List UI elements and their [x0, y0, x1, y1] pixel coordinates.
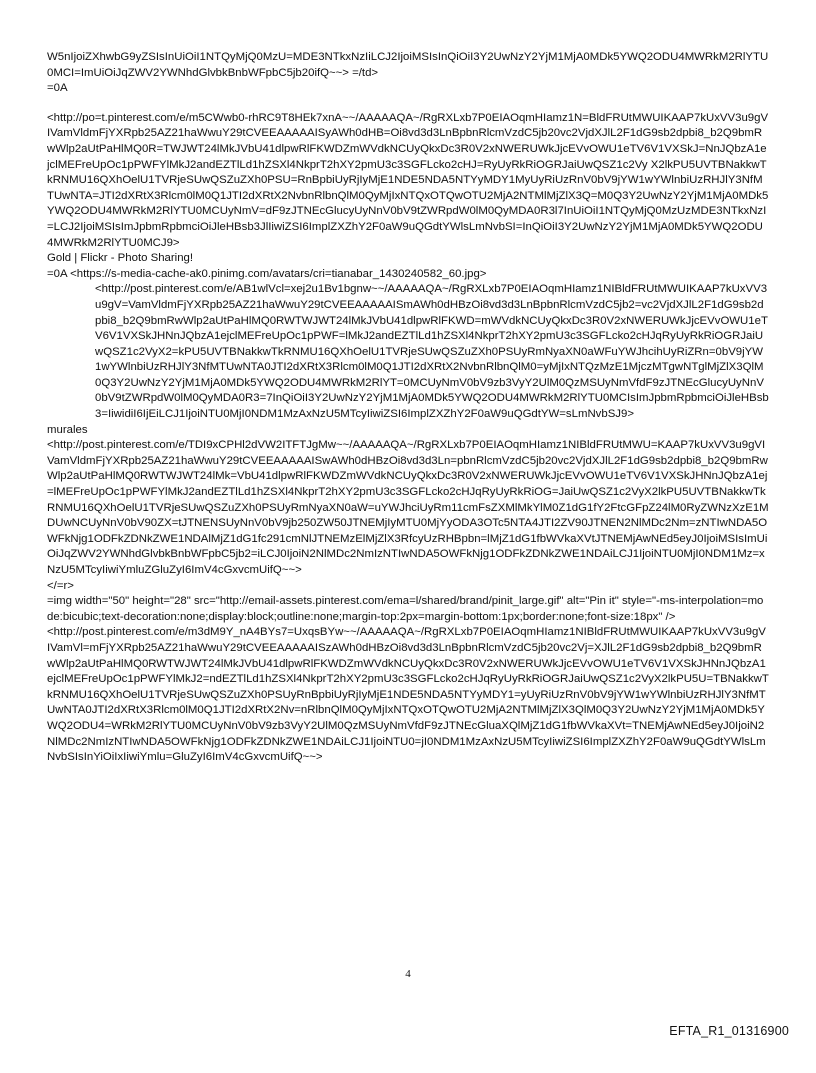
document-body	[47, 50, 769, 766]
page-number: 4	[405, 968, 411, 980]
paragraph-gap	[47, 97, 769, 111]
bates-number: EFTA_R1_01316900	[669, 1024, 789, 1038]
text-block-murales-and-pinit: murales <http://post.pinterest.com/e/TDI9xCPHl2dVW2ITFTJgMw~~/AAAAAQA~/RgRXLxb7P0EIAOqmHIamz1NIBldFRUtMWU=KAAP7kUxVV3u9gVIVamVldmFjYXRpb25AZ21haWwuY29tCVEEAAAAAISwAWh0dHBzOi8vd3d3Ln=pbnRlcmVzdC5jb20vc2VjdXJlL2F1dG9sb2dpbi8_b2Q9bmRwWlp2aUtPaHlMQ0RWTWJWT24lMk=VbU41dlpwRlFKWDZmWVdkNCUyQkxDc3R0V2xNWERUWkJjcEVvOWU1eTV6V1VXSkJHNnJQbzA1ej=lMEFreUpOc1pPWFYlMkJ2andEZTlLd1hZSXl4NkprT2hXY2pmU3c3SGFLcko2cHJqRyUyRkRiOG=JaiUwQSZ1c2VyX2lkPU5UVTBNakkwTkRNMU16QXhOelU1TVRjeSUwQSZuZXh0PSUyRmNyaXN0aW=uYWJhciUyRm11cmFsZXMlMkYlM0Z1dG1fY2FtcGFpZ24lM0RyZWNzXzE1MDUwNCUyNnV0bV90ZX=tJTNENSUyNnV0bV9jb250ZW50JTNEMjIyMTU0MjYyODA3OTc5NTA4JTI2ZV90JTNEN2NlMDc2Nm=zNTIwNDA5OWFkNjg1ODFkZDNkZWE1NDAlMjZ1dG1fc291cmNlJTNEMzElMjZlX3RfcyUzRHBpbn=lMjZ1dG1fbWVkaXVtJTNEMjAwNEd5eyJ0IjoiMSIsImUiOiJqZWV2YWNhdGlvbkBnbWFpbC5jb2=iLCJ0IjoiN2NlMDc2NmIzNTIwNDA5OWFkNjg1ODFkZDNkZWE1NDAiLCJ1IjoiNTU0MjI0NDM1Mz=xNzU5MTcyIiwiYmluZGluZyI6ImV4cGxvcmUifQ~~> </=r> =img width="50" height="28" src="http://email-assets.pinterest.com/ema=l/shared/brand/pinit_large.gif" alt="Pin it" style="-ms-interpolation=mode:bicubic;text-decoration:none;display:block;outline:none;margin-top:2px=margin-bottom:1px;border:none;font-size:18px" /> <http://post.pinterest.com/e/m3dM9Y_nA4BYs7=UxqsBYw~~/AAAAAQA~/RgRXLxb7P0EIAOqmHIamz1NIBldFRUtMWUIKAAP7kUxVV3u9gVIVamVl=mFjYXRpb25AZ21haWwuY29tCVEEAAAAAISzAWh0dHBzOi8vd3d3LnBpbnRlcmVzdC5jb20vc2Vj=XJlL2F1dG9sb2dpbi8_b2Q9bmRwWlp2aUtPaHlMQ0RWTWJWT24lMkJVbU41dlpwRlFKWDZmWVdkNCUyQkxDc3R0V2xNWERUWkJjcEVvOWU1eTV6V1VXSkJHNnJQbzA1ejclMEFreUpOc1pPWFYlMkJ2=ndEZTlLd1hZSXl4NkprT2hXY2pmU3c3SGFLcko2cHJqRyUyRkRiOGRJaiUwQSZ1c2VyX2lkPU5U=TBNakkwTkRNMU16QXhOelU1TVRjeSUwQSZuZXh0PSUyRnBpbiUyRjIyMjE1NDE5NDA5NTYyMDY1=yUyRiUzRnV0bV9jYW1wYWlnbiUzRHJlY3NfMTUwNTA0JTI2dXRtX3Rlcm0lM0Q1JTI2dXRtX2Nv=nRlbnQlM0QyMjIxNTQxOTQwOTU2MjA2NTMlMjZlX3QlM0Q3Y2UwNzY2YjM1MjA0MDk5YWQ2ODU4=WRkM2RlYTU0MCUyNnV0bV9zb3VyY2UlM0QzMSUyNmVfdF9zJTNEcGluaXQlMjZ1dG1fbWVkaXVt=TNEMjAwNEd5eyJ0IjoiN2NlMDc2NmIzNTIwNDA5OWFkNjg1ODFkZDNkZWE1NDAiLCJ1IjoiNTU0=jI0NDM1MzAxNzU5MTcyIiwiZSI6ImplZXZhY2F0aW9uQGdtYWlsLmNvbSIsInYiOiIxIiwiYmlu=GluZyI6ImV4cGxvcmUifQ~~>	[47, 423, 769, 764]
text-block-encoded-tail: W5nIjoiZXhwbG9yZSIsInUiOiI1NTQyMjQ0MzU=MDE3NTkxNzIiLCJ2IjoiMSIsInQiOiI3Y2UwNzY2YjM1MjA0MDk5YWQ2ODU4MWRkM2RlYTU0MCI=ImUiOiJqZWV2YWNhdGlvbkBnbWFpbC5jb20ifQ~~> =/td> =0A	[47, 51, 769, 95]
text-block-indented-link: <http://post.pinterest.com/e/AB1wlVcl=xej2u1Bv1bgnw~~/AAAAAQA~/RgRXLxb7P0EIAOqmHIamz1NIBldFRUtMWUIKAAP7kUxVV3u9gV=VamVldmFjYXRpb25AZ21haWwuY29tCVEEAAAAAISmAWh0dHBzOi8vd3d3LnBpbnRlcmVzdC5jb2=vc2VjdXJlL2F1dG9sb2dpbi8_b2Q9bmRwWlp2aUtPaHlMQ0RWTWJWT24lMkJVbU41dlpwRlFKWD=mWVdkNCUyQkxDc3R0V2xNWERUWkJjcEVvOWU1eTV6V1VXSkJHNnJQbzA1ejclMEFreUpOc1pPWF=lMkJ2andEZTlLd1hZSXl4NkprT2hXY2pmU3c3SGFLcko2cHJqRyUyRkRiOGRJaiUwQSZ1c2VyX2=kPU5UVTBNakkwTkRNMU16QXhOelU1TVRjeSUwQSZuZXh0PSUyRmNyaXN0aWFuYWJhcihUyRiZRn=0bV9jYW1wYWlnbiUzRHJlY3NfMTUwNTA0JTI2dXRtX3Rlcm0lM0Q1JTI2dXRtX2NvbnRlbnQlM0=yMjIxNTQzMzE1MjczMTgwNTglMjZlX3QlM0Q3Y2UwNzY2YjM1MjA0MDk5YWQ2ODU4MWRkM2RlYT=0MCUyNmV0bV9zb3VyY2UlM0QzMSUyNmVfdF9zJTNEcGlucyUyNnV0bV9tZWRpdW0lM0QyMDA0R3=7InQiOiI3Y2UwNzY2YjM1MjA0MDk5YWQ2ODU4MWRkM2RlYTU0MCIsImJpbmRpbmciOiJleHBsb3=IiwidiI6IjEiLCJ1IjoiNTU0MjI0NDM1MzAxNzU5MTcyIiwiZSI6ImplZXZhY2F0aW9uQGdtYW=sLmNvbSJ9>	[95, 283, 769, 421]
text-block-pinterest-link-gold: <http://po=t.pinterest.com/e/m5CWwb0-rhRC9T8HEk7xnA~~/AAAAAQA~/RgRXLxb7P0EIAOqmHIamz1N=BldFRUtMWUIKAAP7kUxVV3u9gVIVamVldmFjYXRpb25AZ21haWwuY29tCVEEAAAAAISyAWh0dHB=Oi8vd3d3LnBpbnRlcmVzdC5jb20vc2VjdXJlL2F1dG9sb2dpbi8_b2Q9bmRwWlp2aUtPaHlMQ0R=TWJWT24lMkJVbU41dlpwRlFKWDZmWVdkNCUyQkxDc3R0V2xNWERUWkJjcEVvOWU1eTV6V1VXSkJ=NnJQbzA1ejclMEFreUpOc1pPWFYlMkJ2andEZTlLd1hZSXl4NkprT2hXY2pmU3c3SGFLcko2cHJ=RyUyRkRiOGRJaiUwQSZ1c2Vy X2lkPU5UVTBNakkwTkRNMU16QXhOelU1TVRjeSUwQSZuZXh0PSU=RnBpbiUyRjIyMjE1NDE5NDA5NTYyMDY1MyUyRiUzRnV0bV9jYW1wYWlnbiUzRHJlY3NfMTUwNTA=JTI2dXRtX3Rlcm0lM0Q1JTI2dXRtX2NvbnRlbnQlM0QyMjIxNTQxOTQwOTU2MjA2NTMlMjZlX3Q=M0Q3Y2UwNzY2YjM1MjA0MDk5YWQ2ODU4MWRkM2RlYTU0MCUyNmV=dF9zJTNEcGlucyUyNnV0bV9tZWRpdW0lM0QyMDA0R3l7InUiOiI1NTQyMjQ0MzUzMDE3NTkxNzI=LCJ2IjoiMSIsImJpbmRpbmciOiJleHBsb3JlIiwiZSI6ImplZXZhY2F0aW9uQGdtYWlsLmNvbSI=InQiOiI3Y2UwNzY2YjM1MjA0MDk5YWQ2ODU4MWRkM2RlYTU0MCJ9> Gold | Flickr - Photo Sharing! =0A <https://s-media-cache-ak0.pinimg.com/avatars/cri=tianabar_1430240582_60.jpg>	[47, 111, 769, 280]
